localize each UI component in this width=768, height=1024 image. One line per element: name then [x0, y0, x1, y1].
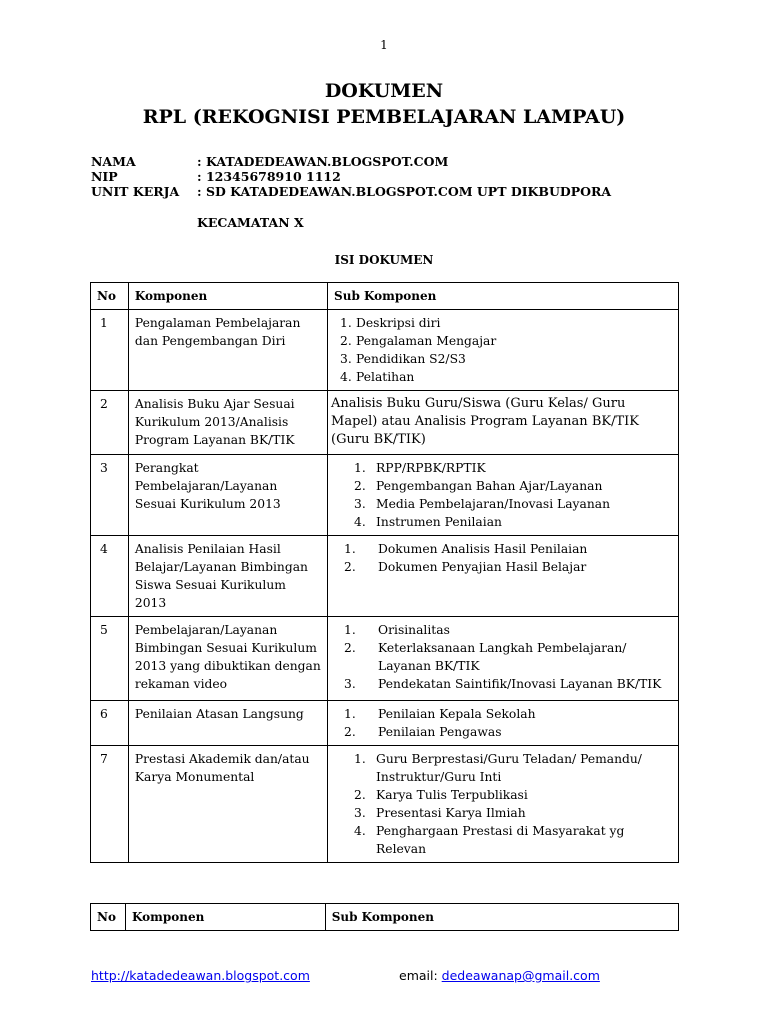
row-sub-komponen	[328, 455, 679, 536]
list-item	[334, 477, 672, 495]
list-item-text: Dokumen Analisis Hasil Penilaian	[378, 542, 588, 556]
table-row	[91, 617, 679, 701]
header-no-2: No	[91, 904, 126, 931]
table-header-row	[91, 283, 679, 310]
row-number: 3	[91, 455, 129, 536]
footer	[91, 968, 691, 983]
row-number: 2	[91, 391, 129, 455]
nama-row	[91, 154, 677, 169]
list-item-number: 4.	[354, 824, 366, 838]
nip-label: NIP	[91, 169, 118, 184]
list-item-text: Keterlaksanaan Langkah Pembelajaran/ Layanan BK/TIK	[378, 641, 627, 673]
row-number: 7	[91, 746, 129, 863]
list-item-text: Orisinalitas	[378, 623, 450, 637]
list-item	[334, 558, 672, 576]
list-item	[334, 786, 672, 804]
sub-komponen-list	[334, 705, 672, 741]
header-sub-komponen: Sub Komponen	[328, 283, 679, 310]
email-block	[399, 968, 600, 983]
list-item-number: 3.	[354, 497, 366, 511]
list-item	[334, 804, 672, 822]
list-item-number: 2.	[340, 334, 352, 348]
header-no: No	[91, 283, 129, 310]
sub-komponen-list	[334, 621, 672, 693]
list-item-text: Penilaian Pengawas	[378, 725, 502, 739]
list-item	[334, 675, 672, 693]
list-item-text: Dokumen Penyajian Hasil Belajar	[378, 560, 587, 574]
row-komponen: Prestasi Akademik dan/atau Karya Monumental	[128, 746, 327, 863]
unit-kerja-row	[91, 184, 677, 199]
nip-value: : 12345678910 1112	[197, 169, 341, 184]
list-item-text: Penghargaan Prestasi di Masyarakat yg Relevan	[376, 824, 625, 856]
table-row	[91, 391, 679, 455]
list-item-number: 3.	[354, 806, 366, 820]
nama-value: : KATADEDEAWAN.BLOGSPOT.COM	[197, 154, 449, 169]
list-item	[334, 705, 672, 723]
sub-komponen-list	[334, 540, 672, 576]
list-item-number: 2.	[354, 479, 366, 493]
list-item-text: Penilaian Kepala Sekolah	[378, 707, 536, 721]
email-link[interactable]: dedeawanap@gmail.com	[441, 968, 600, 983]
row-sub-komponen	[328, 310, 679, 391]
table-row	[91, 455, 679, 536]
section-title: ISI DOKUMEN	[334, 253, 434, 267]
unit-kerja-value-continued: KECAMATAN X	[197, 215, 304, 230]
document-subtitle: RPL (REKOGNISI PEMBELAJARAN LAMPAU)	[142, 106, 626, 128]
row-number: 6	[91, 701, 129, 746]
list-item	[334, 513, 672, 531]
table-row	[91, 536, 679, 617]
document-title: DOKUMEN	[324, 80, 444, 102]
unit-kerja-label: UNIT KERJA	[91, 184, 180, 199]
row-sub-komponen	[328, 746, 679, 863]
page-number: 1	[380, 38, 388, 52]
table-header-row-2	[91, 904, 679, 931]
row-sub-komponen	[328, 701, 679, 746]
list-item-text: RPP/RPBK/RPTIK	[376, 461, 486, 475]
table-row	[91, 746, 679, 863]
list-item-number: 2.	[344, 725, 356, 739]
list-item-number: 2.	[344, 560, 356, 574]
list-item-text: Pelatihan	[356, 370, 415, 384]
sub-komponen-list	[334, 459, 672, 531]
list-item	[334, 639, 672, 675]
header-komponen-2: Komponen	[125, 904, 325, 931]
nip-row	[91, 169, 677, 184]
list-item-text: Guru Berprestasi/Guru Teladan/ Pemandu/ Instruktur/Guru Inti	[376, 752, 642, 784]
list-item-text: Presentasi Karya Ilmiah	[376, 806, 526, 820]
list-item-text: Pengalaman Mengajar	[356, 334, 497, 348]
list-item-text: Instrumen Penilaian	[376, 515, 502, 529]
list-item-number: 3.	[344, 677, 356, 691]
row-number: 4	[91, 536, 129, 617]
list-item	[334, 350, 672, 368]
list-item-number: 2.	[344, 641, 356, 655]
row-komponen: Perangkat Pembelajaran/Layanan Sesuai Kurikulum 2013	[128, 455, 327, 536]
list-item	[334, 368, 672, 386]
list-item-text: Media Pembelajaran/Inovasi Layanan	[376, 497, 611, 511]
list-item	[334, 750, 672, 786]
list-item	[334, 540, 672, 558]
list-item	[334, 723, 672, 741]
list-item	[334, 822, 672, 858]
list-item-number: 4.	[354, 515, 366, 529]
row-komponen: Analisis Penilaian Hasil Belajar/Layanan Bimbingan Siswa Sesuai Kurikulum 2013	[128, 536, 327, 617]
row-komponen: Pengalaman Pembelajaran dan Pengembangan Diri	[128, 310, 327, 391]
row-sub-komponen	[328, 391, 679, 455]
email-label: email:	[399, 968, 442, 983]
content-table	[90, 282, 679, 863]
list-item	[334, 459, 672, 477]
header-komponen: Komponen	[128, 283, 327, 310]
row-sub-komponen	[328, 536, 679, 617]
list-item-number: 1.	[340, 316, 352, 330]
header-sub-komponen-2: Sub Komponen	[325, 904, 678, 931]
list-item	[334, 495, 672, 513]
list-item-text: Pendidikan S2/S3	[356, 352, 466, 366]
list-item-number: 1.	[344, 707, 356, 721]
list-item-number: 1.	[354, 461, 366, 475]
list-item	[334, 621, 672, 639]
list-item-number: 3.	[340, 352, 352, 366]
row-komponen: Analisis Buku Ajar Sesuai Kurikulum 2013/Analisis Program Layanan BK/TIK	[128, 391, 327, 455]
row-komponen: Pembelajaran/Layanan Bimbingan Sesuai Kurikulum 2013 yang dibuktikan dengan rekaman video	[128, 617, 327, 701]
list-item-number: 1.	[344, 542, 356, 556]
list-item-number: 2.	[354, 788, 366, 802]
list-item-number: 1.	[344, 623, 356, 637]
row-komponen: Penilaian Atasan Langsung	[128, 701, 327, 746]
sub-komponen-list	[334, 314, 672, 386]
sub-komponen-list	[334, 750, 672, 858]
list-item-number: 1.	[354, 752, 366, 766]
table-row	[91, 701, 679, 746]
list-item-text: Deskripsi diri	[356, 316, 441, 330]
blog-link[interactable]: http://katadedeawan.blogspot.com	[91, 968, 310, 983]
list-item	[334, 314, 672, 332]
unit-kerja-value: : SD KATADEDEAWAN.BLOGSPOT.COM UPT DIKBUDPORA	[197, 184, 612, 199]
list-item-text: Pendekatan Saintifik/Inovasi Layanan BK/TIK	[378, 677, 662, 691]
list-item-text: Pengembangan Bahan Ajar/Layanan	[376, 479, 603, 493]
list-item-text: Karya Tulis Terpublikasi	[376, 788, 528, 802]
list-item	[334, 332, 672, 350]
sub-komponen-text: Analisis Buku Guru/Siswa (Guru Kelas/ Guru Mapel) atau Analisis Program Layanan BK/TIK (Guru BK/TIK)	[331, 396, 639, 447]
list-item-number: 4.	[340, 370, 352, 384]
row-number: 1	[91, 310, 129, 391]
row-number: 5	[91, 617, 129, 701]
table-row	[91, 310, 679, 391]
identity-block	[91, 154, 677, 230]
content-table-continued	[90, 903, 679, 931]
row-sub-komponen	[328, 617, 679, 701]
nama-label: NAMA	[91, 154, 136, 169]
